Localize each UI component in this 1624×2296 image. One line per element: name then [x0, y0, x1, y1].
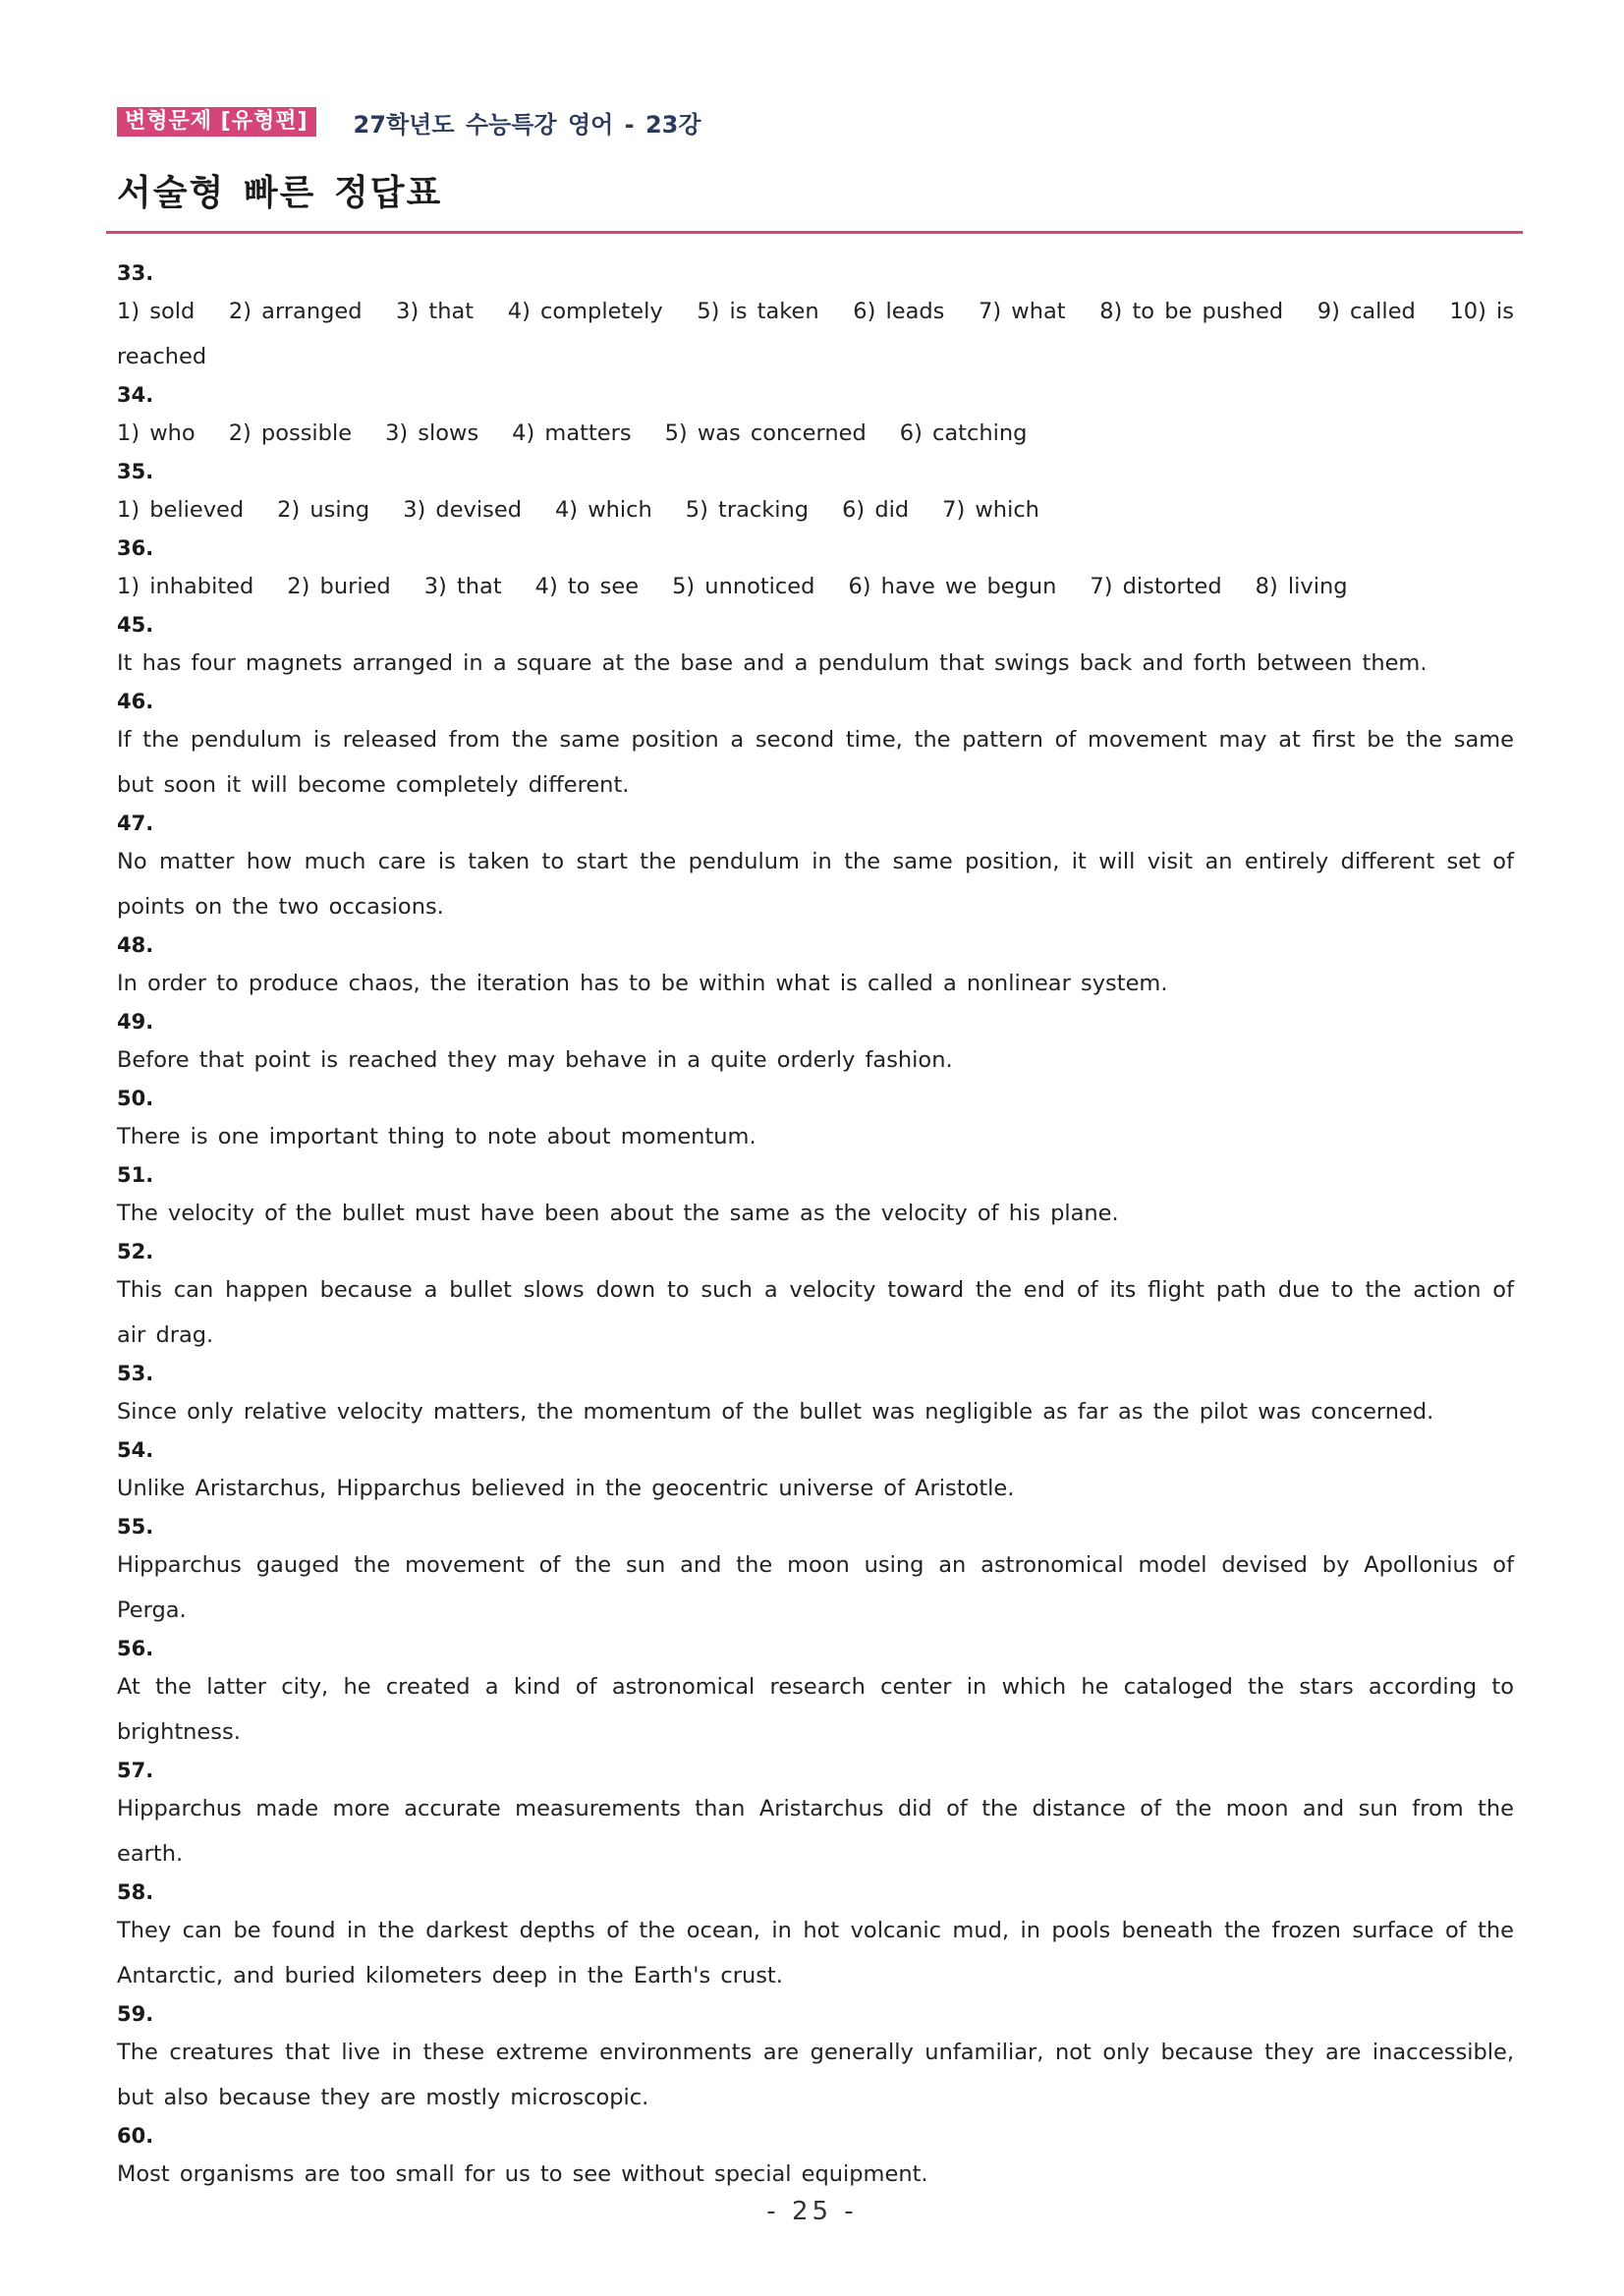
question-number: 52. [117, 1240, 154, 1263]
answer-sentence: Hipparchus gauged the movement of the sun and the moon using an astronomical model devised by Apollonius of Perga. [117, 1552, 1514, 1623]
answer-option: 7) what [979, 299, 1066, 324]
answer-sentence: No matter how much care is taken to start the pendulum in the same position, it will visit an entirely different set of points on the two occasions. [117, 849, 1514, 920]
question-number: 54. [117, 1438, 154, 1462]
answer-item [117, 1755, 1514, 1876]
question-number: 58. [117, 1880, 154, 1904]
answer-item [117, 1006, 1514, 1083]
question-number: 56. [117, 1637, 154, 1660]
question-number: 48. [117, 933, 154, 957]
answer-option: 7) distorted [1090, 574, 1222, 599]
answer-sentence: The creatures that live in these extreme environments are generally unfamiliar, not only because they are inaccessible, but also because they are mostly microscopic. [117, 2040, 1514, 2110]
question-number: 55. [117, 1515, 154, 1539]
answer-option: 5) tracking [685, 497, 810, 523]
answer-item [117, 456, 1514, 532]
page-number: - 25 - [766, 2197, 858, 2226]
answer-option: 1) who [117, 420, 196, 446]
question-number: 34. [117, 383, 154, 407]
question-number: 47. [117, 812, 154, 835]
answer-option: 10) is [1449, 299, 1514, 324]
answer-sentence: The velocity of the bullet must have been about the same as the velocity of his plane. [117, 1201, 1119, 1226]
answer-sentence: At the latter city, he created a kind of astronomical research center in which he cataloged the stars according to brightness. [117, 1674, 1514, 1745]
answer-item [117, 532, 1514, 609]
answer-option: 6) did [842, 497, 910, 523]
answer-item [117, 1236, 1514, 1358]
answer-option: 2) using [277, 497, 370, 523]
question-number: 35. [117, 460, 154, 483]
answer-sentence: They can be found in the darkest depths of the ocean, in hot volcanic mud, in pools beneath the frozen surface of the Antarctic, and buried kilometers deep in the Earth's crust. [117, 1918, 1514, 1988]
question-number: 46. [117, 690, 154, 713]
answer-option: 4) which [554, 497, 652, 523]
answer-option: 8) to be pushed [1099, 299, 1284, 324]
answer-item [117, 2120, 1514, 2197]
answer-sentence: Hipparchus made more accurate measurements than Aristarchus did of the distance of the moon and sun from the earth. [117, 1796, 1514, 1867]
answer-option: 5) was concerned [664, 420, 867, 446]
answer-option: 6) catching [899, 420, 1028, 446]
answer-option: 5) is taken [697, 299, 819, 324]
question-number: 57. [117, 1759, 154, 1782]
answer-item [117, 379, 1514, 456]
question-number: 50. [117, 1087, 154, 1110]
answer-sentence: In order to produce chaos, the iteration has to be within what is called a nonlinear system. [117, 971, 1168, 996]
type-tag: 변형문제 [유형편] [117, 107, 316, 137]
question-number: 51. [117, 1163, 154, 1187]
answer-option: 2) possible [228, 420, 353, 446]
answer-options [117, 564, 1514, 609]
answer-sentence: It has four magnets arranged in a square at the base and a pendulum that swings back and forth between them. [117, 650, 1428, 676]
answer-option: 2) arranged [228, 299, 363, 324]
answer-option: 4) completely [507, 299, 663, 324]
subject-title: 27학년도 수능특강 영어 - 23강 [353, 110, 701, 139]
answer-list [117, 257, 1514, 2197]
answer-item [117, 1876, 1514, 1998]
answer-option: 1) believed [117, 497, 245, 523]
question-number: 36. [117, 536, 154, 560]
answer-item [117, 1083, 1514, 1159]
answer-option: 6) leads [853, 299, 945, 324]
answer-item [117, 609, 1514, 686]
answer-item [117, 1511, 1514, 1633]
answer-option: 6) have we begun [848, 574, 1057, 599]
answer-sentence: There is one important thing to note about momentum. [117, 1124, 756, 1149]
answer-option: 3) that [423, 574, 502, 599]
answer-item [117, 808, 1514, 929]
answer-sentence: Since only relative velocity matters, the momentum of the bullet was negligible as far as the pilot was concerned. [117, 1399, 1434, 1425]
question-number: 60. [117, 2124, 154, 2148]
answer-options [117, 487, 1514, 532]
answer-item [117, 929, 1514, 1006]
answer-option: 5) unnoticed [672, 574, 815, 599]
question-number: 59. [117, 2002, 154, 2026]
answer-sentence: Unlike Aristarchus, Hipparchus believed in the geocentric universe of Aristotle. [117, 1476, 1015, 1501]
answer-item [117, 1358, 1514, 1434]
answer-item [117, 1633, 1514, 1755]
answer-sentence: This can happen because a bullet slows down to such a velocity toward the end of its flight path due to the action of air drag. [117, 1277, 1514, 1348]
question-number: 53. [117, 1362, 154, 1385]
question-number: 33. [117, 261, 154, 285]
answer-option: 2) buried [287, 574, 391, 599]
answer-option: 4) to see [534, 574, 640, 599]
answer-option: 8) living [1255, 574, 1348, 599]
answer-option: 3) that [396, 299, 475, 324]
answer-sentence: Before that point is reached they may behave in a quite orderly fashion. [117, 1047, 953, 1073]
page-title: 서술형 빠른 정답표 [117, 173, 443, 213]
question-number: 45. [117, 613, 154, 637]
answer-continuation: reached [117, 344, 207, 369]
answer-option: 7) which [942, 497, 1039, 523]
answer-option: 3) devised [403, 497, 522, 523]
answer-item [117, 1159, 1514, 1236]
answer-option: 1) inhabited [117, 574, 254, 599]
answer-option: 9) called [1316, 299, 1416, 324]
answer-option: 1) sold [117, 299, 196, 324]
answer-option: 4) matters [512, 420, 632, 446]
answer-item [117, 686, 1514, 808]
page-header [117, 105, 701, 139]
question-number: 49. [117, 1010, 154, 1034]
answer-sentence: If the pendulum is released from the same position a second time, the pattern of movement may at first be the same but soon it will become completely different. [117, 727, 1514, 798]
answer-item [117, 1998, 1514, 2120]
answer-options [117, 411, 1514, 456]
answer-item [117, 1434, 1514, 1511]
answer-option: 3) slows [385, 420, 479, 446]
answer-item [117, 257, 1514, 379]
answer-options [117, 289, 1514, 334]
title-divider [106, 231, 1523, 234]
answer-sentence: Most organisms are too small for us to see without special equipment. [117, 2161, 928, 2187]
